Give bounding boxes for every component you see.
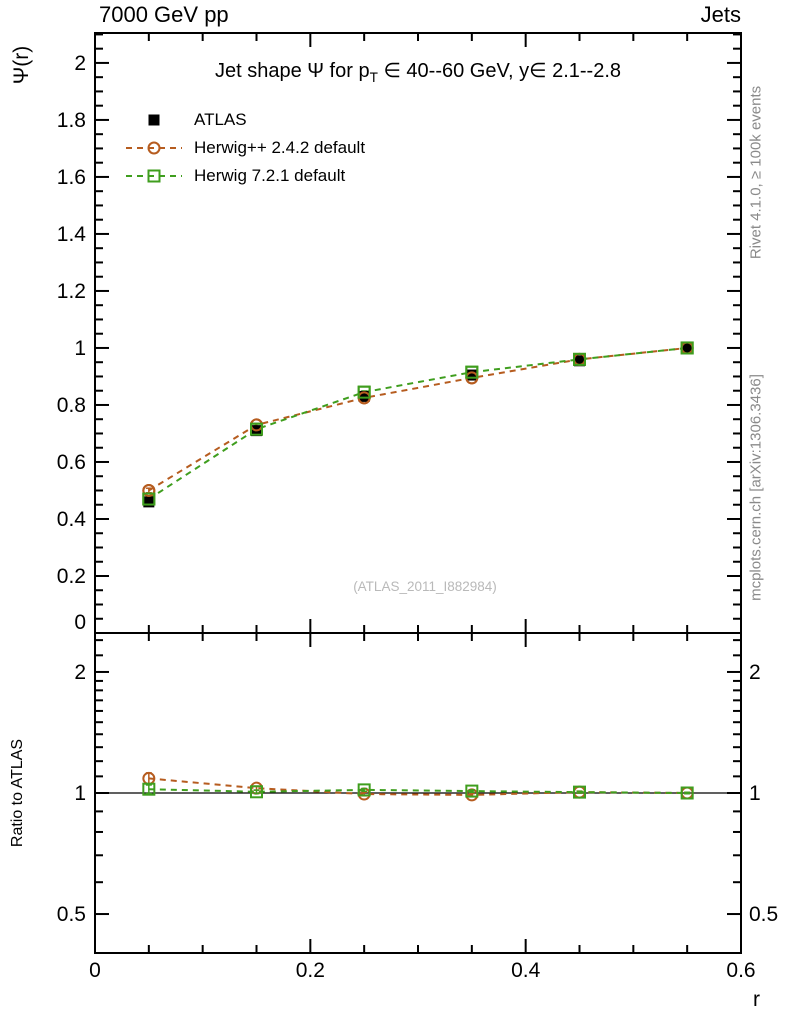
y-tick-label-main: 1 (74, 336, 86, 360)
plot-title (95, 58, 741, 85)
y-tick-label-main: 1.2 (56, 279, 86, 303)
open-circle-legend-icon (126, 140, 182, 156)
y-tick-label-main: 1.6 (56, 165, 86, 189)
y-tick-label-main: 1.4 (56, 222, 86, 246)
legend-item (126, 134, 365, 162)
plot-title-post: ∈ 40--60 GeV, y∈ 2.1--2.8 (377, 60, 621, 82)
y-tick-label-ratio-right: 2 (749, 660, 761, 684)
y-tick-label-ratio-right: 1 (749, 782, 761, 805)
x-tick-label: 0 (89, 959, 101, 982)
y-tick-label-main: 2 (74, 51, 86, 75)
legend (126, 106, 365, 190)
main-series-group (143, 342, 692, 504)
x-tick-label: 0.2 (295, 959, 325, 982)
atlas-markers (143, 342, 692, 507)
open-square-legend-icon (126, 168, 182, 184)
y-tick-label-main: 1.8 (56, 108, 86, 132)
y-tick-label-main: 0.8 (56, 393, 86, 417)
legend-label: ATLAS (194, 110, 247, 129)
x-tick-label: 0.4 (511, 959, 541, 982)
rivet-version-note: Rivet 4.1.0, ≥ 100k events (747, 85, 765, 260)
y-tick-label-ratio-right: 0.5 (749, 903, 779, 927)
filled-square-legend-icon (126, 112, 182, 128)
y-tick-label-main: 0.2 (56, 564, 86, 588)
y-tick-label-main: 0 (74, 611, 86, 634)
data-point-marker (143, 496, 154, 507)
legend-label: Herwig 7.2.1 default (194, 166, 346, 185)
legend-item (126, 106, 365, 134)
y-tick-label-ratio: 1 (74, 782, 86, 805)
data-point-marker (149, 115, 160, 126)
series-line (149, 348, 687, 499)
x-axis-label: r (753, 988, 760, 1011)
y-tick-label-ratio: 2 (74, 660, 86, 684)
mcplots-note: mcplots.cern.ch [arXiv:1306.3436] (747, 374, 765, 601)
y-tick-label-ratio: 0.5 (56, 903, 86, 927)
beam-label: 7000 GeV pp (99, 2, 229, 27)
plot-title-pre: Jet shape Ψ for p (215, 60, 370, 82)
series-line (149, 348, 687, 491)
analysis-label: Jets (700, 2, 741, 27)
legend-label: Herwig++ 2.4.2 default (194, 138, 366, 157)
ratio-series-group (143, 773, 692, 801)
y-axis-label-ratio: Ratio to ATLAS (9, 738, 26, 848)
watermark: (ATLAS_2011_I882984) (353, 579, 497, 594)
x-tick-label: 0.6 (726, 959, 756, 982)
y-axis-label-main: Ψ(r) (10, 45, 33, 85)
legend-item (126, 162, 365, 190)
plot-title-sub: T (369, 70, 378, 85)
y-tick-label-main: 0.6 (56, 450, 86, 474)
y-tick-label-main: 0.4 (56, 507, 86, 531)
